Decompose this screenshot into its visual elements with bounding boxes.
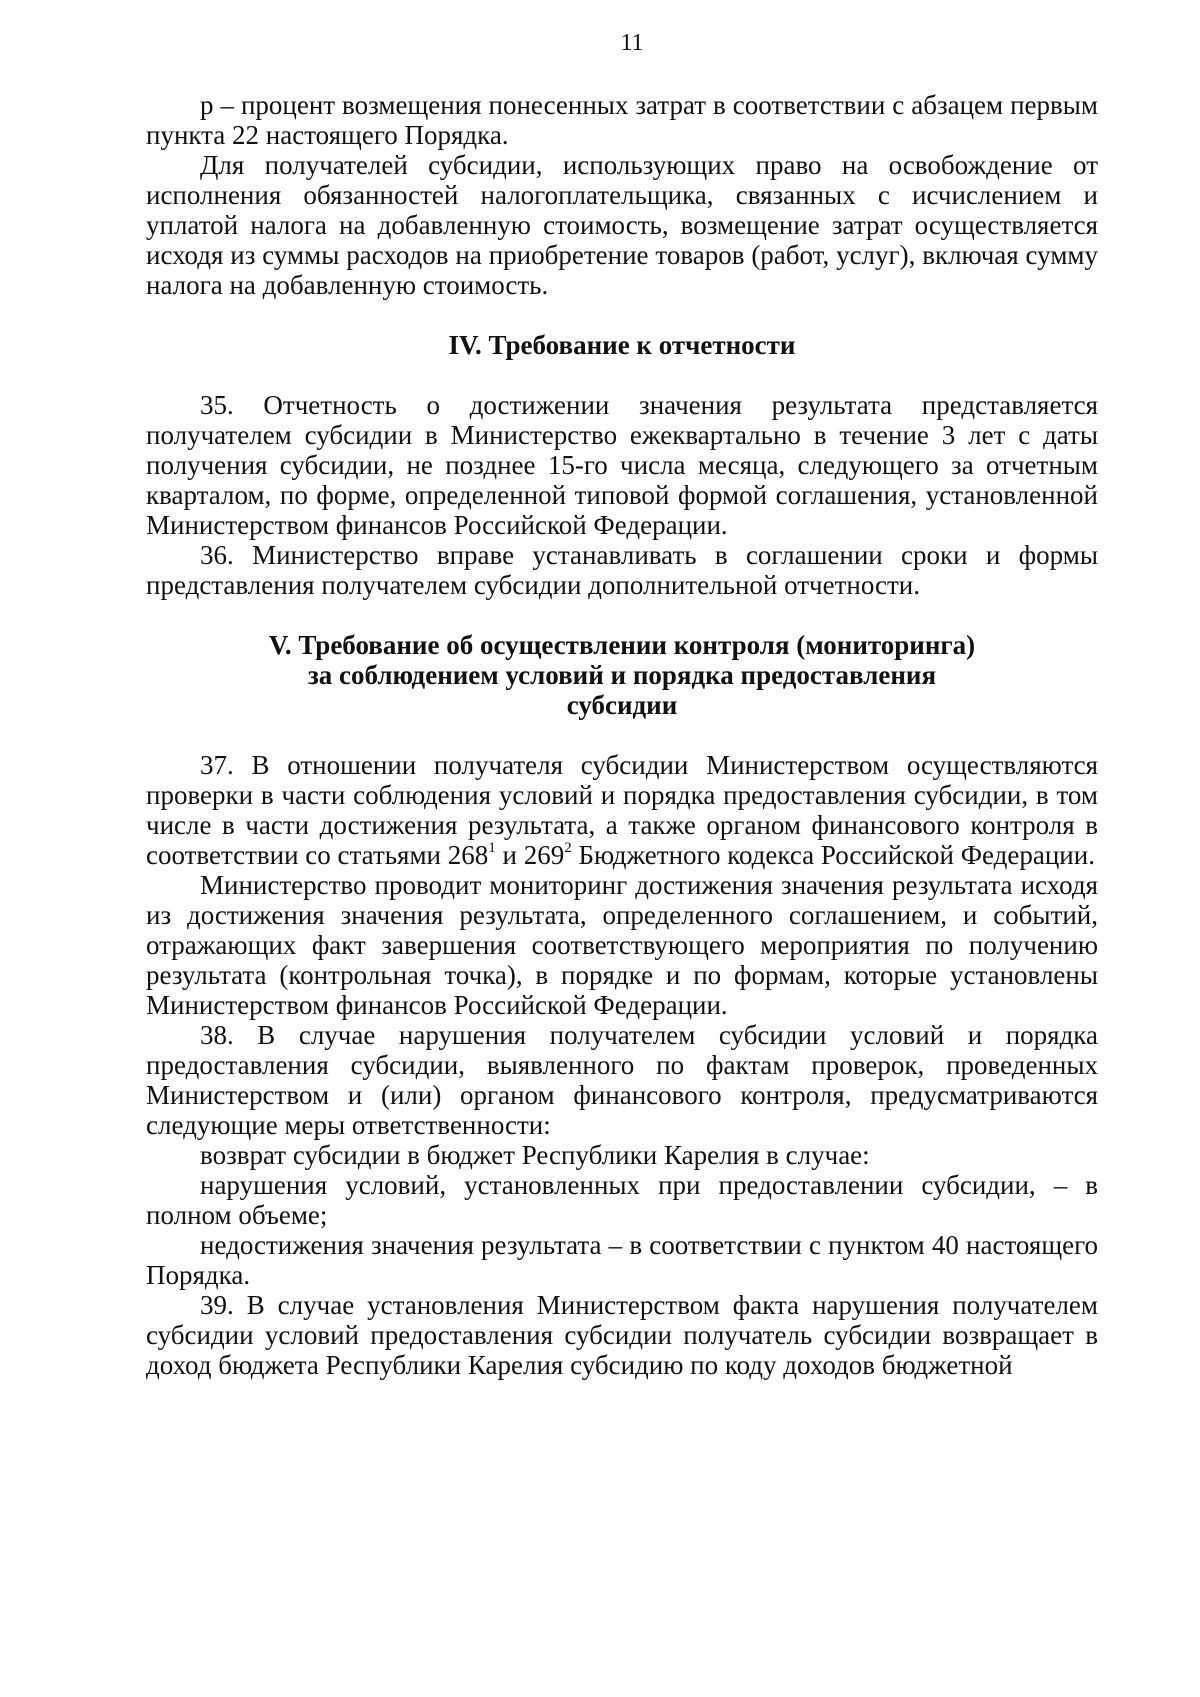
spacer	[146, 300, 1098, 330]
section-iv-heading: IV. Требование к отчетности	[448, 330, 796, 360]
paragraph-35: 35. Отчетность о достижении значения результата представляется получателем субсидии в Министерство ежеквартально в течение 3 лет с даты получения субсидии, не позднее 15-го числа месяца, следующего за отчетным кварталом, по форме, определенной типовой формой соглашения, установленной Министерством финансов Российской Федерации.	[146, 390, 1098, 540]
paragraph-37-text: Бюджетного кодекса Российской Федерации.	[571, 840, 1095, 870]
paragraph-vat-exemption: Для получателей субсидии, использующих право на освобождение от исполнения обязанностей налогоплательщика, связанных с исчислением и уплатой налога на добавленную стоимость, возмещение затрат осуществляется исходя из суммы расходов на приобретение товаров (работ, услуг), включая сумму налога на добавленную стоимость.	[146, 150, 1098, 300]
section-v-heading-line: субсидии	[566, 690, 678, 720]
paragraph-percent-definition: р – процент возмещения понесенных затрат в соответствии с абзацем первым пункта 22 настоящего Порядка.	[146, 90, 1098, 150]
paragraph-36: 36. Министерство вправе устанавливать в соглашении сроки и формы представления получателем субсидии дополнительной отчетности.	[146, 540, 1098, 600]
page-number: 11	[620, 30, 644, 56]
paragraph-38: 38. В случае нарушения получателем субсидии условий и порядка предоставления субсидии, выявленного по фактам проверок, проведенных Министерством и (или) органом финансового контроля, предусматриваются следующие меры ответственности:	[146, 1020, 1098, 1140]
spacer	[146, 360, 1098, 390]
section-v-heading-line: V. Требование об осуществлении контроля (мониторинга)	[268, 630, 976, 660]
paragraph-monitoring: Министерство проводит мониторинг достижения значения результата исходя из достижения значения результата, определенного соглашением, и событий, отражающих факт завершения соответствующего мероприятия по получению результата (контрольная точка), в порядке и по формам, которые установлены Министерством финансов Российской Федерации.	[146, 870, 1098, 1020]
paragraph-38-violation: нарушения условий, установленных при предоставлении субсидии, – в полном объеме;	[146, 1170, 1098, 1230]
section-v-heading	[146, 630, 1098, 720]
paragraph-37-text: и 269	[495, 840, 565, 870]
paragraph-37	[146, 750, 1098, 870]
paragraph-38-return: возврат субсидии в бюджет Республики Карелия в случае:	[200, 1140, 870, 1170]
article-superscript: 2	[564, 840, 572, 856]
article-superscript: 1	[488, 840, 496, 856]
paragraph-39: 39. В случае установления Министерством факта нарушения получателем субсидии условий предоставления субсидии получатель субсидии возвращает в доход бюджета Республики Карелия субсидию по коду доходов бюджетной	[146, 1290, 1098, 1380]
section-v-heading-line: за соблюдением условий и порядка предоставления	[307, 660, 937, 690]
spacer	[146, 720, 1098, 750]
spacer	[146, 600, 1098, 630]
paragraph-37-text: 37. В отношении получателя субсидии Министерством осуществляются проверки в части соблюдения условий и порядка предоставления субсидии, в том числе в части достижения результата, а также органом финансового контроля в соответствии со статьями 268	[146, 750, 1098, 870]
paragraph-38-nonachievement: недостижения значения результата – в соответствии с пунктом 40 настоящего Порядка.	[146, 1230, 1098, 1290]
